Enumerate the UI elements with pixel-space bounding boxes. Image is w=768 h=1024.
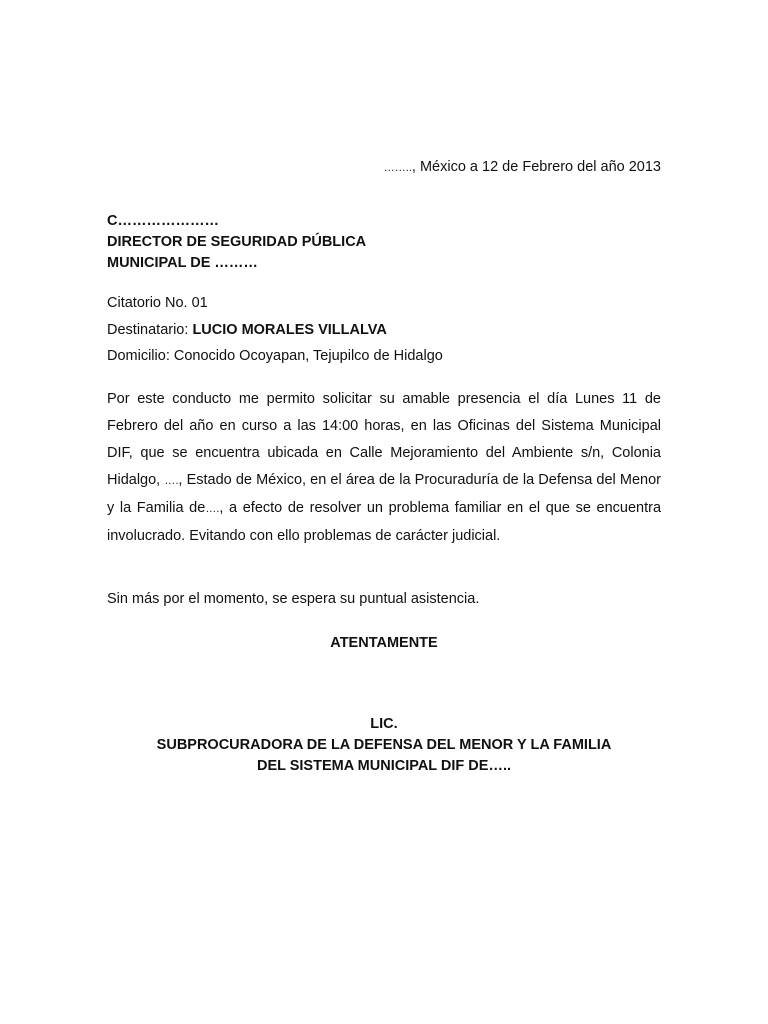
date-line <box>384 157 661 178</box>
recipient-title: DIRECTOR DE SEGURIDAD PÚBLICA <box>107 234 367 250</box>
body-paragraph <box>107 386 661 550</box>
signature-title: LIC. <box>370 716 398 732</box>
recipient-name: C………………… <box>107 213 219 229</box>
date-text: , México a 12 de Febrero del año 2013 <box>411 159 661 175</box>
domicilio-line: Domicilio: Conocido Ocoyapan, Tejupilco de Hidalgo <box>107 348 443 364</box>
recipient-municipality: MUNICIPAL DE ……… <box>107 255 258 271</box>
date-place-placeholder: …….. <box>383 162 412 174</box>
atentamente-heading: ATENTAMENTE <box>330 635 438 651</box>
body-text-part-2: , Estado de México, en el área de la Procuraduría de la Defensa del Menor y la Familia de <box>107 472 662 516</box>
closing-line: Sin más por el momento, se espera su puntual asistencia. <box>107 591 480 607</box>
body-text-part-3: , a efecto de resolver un problema familiar en el que se encuentra involucrado. Evitando con ello problemas de carácter judicial. <box>107 500 662 544</box>
citation-info <box>107 290 667 370</box>
body-text-part-1: Por este conducto me permito solicitar su amable presencia el día Lunes 11 de Febrero del año en curso a las 14:00 horas, en las Oficinas del Sistema Municipal DIF, que se encuentra ubicada en Calle Mejoramiento del Ambiente s/n, Colonia Hidalgo, <box>107 391 661 488</box>
destinatario-line <box>107 317 667 344</box>
body-placeholder-1: …. <box>164 475 179 487</box>
signature-block <box>107 714 661 777</box>
signature-institution: DEL SISTEMA MUNICIPAL DIF DE….. <box>256 758 512 774</box>
citatorio-number: Citatorio No. 01 <box>107 295 208 311</box>
body-placeholder-2: …. <box>205 503 220 515</box>
destinatario-name: LUCIO MORALES VILLALVA <box>192 321 387 338</box>
recipient-block <box>107 211 667 274</box>
signature-role: SUBPROCURADORA DE LA DEFENSA DEL MENOR Y LA FAMILIA <box>156 737 612 753</box>
destinatario-label: Destinatario: <box>107 321 193 338</box>
